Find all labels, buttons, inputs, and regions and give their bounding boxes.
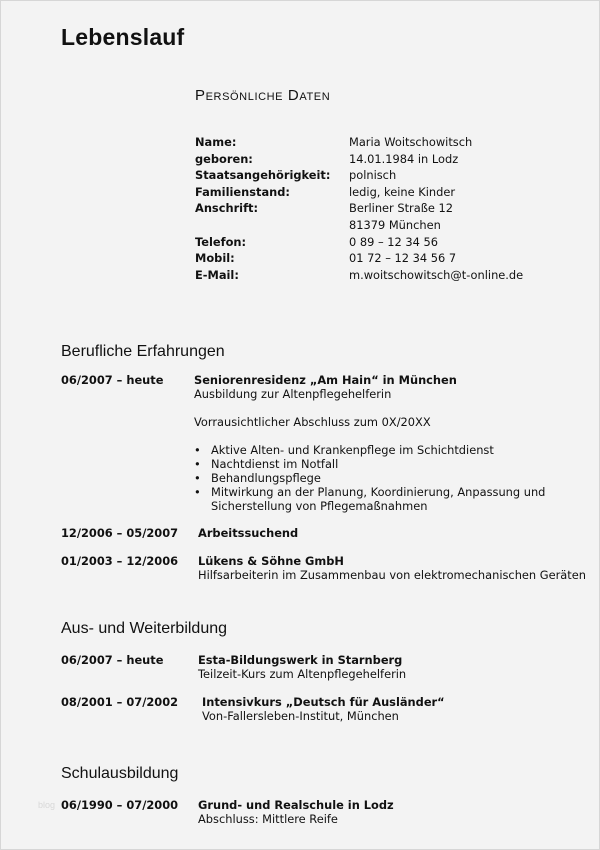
pd-label — [195, 217, 349, 234]
bullet-icon: • — [194, 471, 201, 485]
list-item — [194, 443, 584, 457]
list-item — [194, 485, 584, 513]
entry-date: 06/2007 – heute — [61, 373, 164, 387]
entry-date: 08/2001 – 07/2002 — [61, 695, 179, 709]
entry-date: 01/2003 – 12/2006 — [61, 554, 179, 568]
pd-label: Familienstand: — [195, 184, 290, 199]
entry-date: 06/2007 – heute — [61, 653, 164, 667]
entry-title: Lükens & Söhne GmbH — [198, 554, 344, 568]
entry-body — [194, 373, 584, 513]
pd-label: Telefon: — [195, 234, 247, 249]
list-item — [194, 471, 584, 485]
education-heading: Aus- und Weiterbildung — [61, 620, 228, 637]
pd-value: ledig, keine Kinder — [349, 184, 456, 199]
pd-value: Maria Woitschowitsch — [349, 135, 473, 149]
pd-value: Berliner Straße 12 — [349, 201, 454, 216]
entry-description: Ausbildung zur Altenpflegehelferin — [194, 387, 392, 401]
pd-label: E-Mail: — [195, 267, 239, 282]
pd-value: 0 89 – 12 34 56 — [349, 234, 439, 249]
pd-label: Mobil: — [195, 251, 235, 266]
entry-description: Vorrausichtlicher Abschluss zum 0X/20XX — [194, 415, 431, 429]
entry-title: Grund- und Realschule in Lodz — [198, 798, 394, 812]
pd-row — [195, 151, 523, 168]
entry-description: Abschluss: Mittlere Reife — [198, 812, 338, 826]
pd-row — [195, 234, 523, 251]
personal-data-heading: Persönliche Daten — [195, 87, 331, 104]
pd-row — [195, 167, 523, 184]
pd-label: geboren: — [195, 151, 253, 166]
pd-value: polnisch — [349, 168, 397, 183]
pd-value: 14.01.1984 in Lodz — [349, 151, 459, 166]
pd-label: Name: — [195, 135, 237, 149]
entry-description: Hilfsarbeiterin im Zusammenbau von elektromechanischen Geräten — [198, 568, 586, 582]
entry-title: Seniorenresidenz „Am Hain“ in München — [194, 373, 457, 387]
list-item-text: Behandlungspflege — [211, 471, 321, 485]
list-item-text: Aktive Alten- und Krankenpflege im Schichtdienst — [211, 443, 494, 457]
entry-body — [198, 798, 588, 826]
entry-body — [202, 695, 592, 723]
bullet-icon: • — [194, 457, 201, 471]
pd-value: 81379 München — [349, 217, 441, 232]
watermark: blog — [38, 800, 56, 810]
pd-value: 01 72 – 12 34 56 7 — [349, 251, 457, 266]
bullet-list — [194, 443, 584, 513]
entry-body — [198, 554, 588, 582]
work-heading: Berufliche Erfahrungen — [61, 343, 225, 360]
school-heading: Schulausbildung — [61, 765, 179, 782]
pd-row — [195, 200, 523, 217]
pd-row — [195, 134, 523, 151]
personal-data-table — [195, 134, 523, 283]
entry-description: Von-Fallersleben-Institut, München — [202, 709, 399, 723]
entry-body — [198, 526, 588, 540]
bullet-icon: • — [194, 485, 201, 499]
entry-title: Intensivkurs „Deutsch für Ausländer“ — [202, 695, 445, 709]
entry-body — [198, 653, 588, 681]
entry-description: Teilzeit-Kurs zum Altenpflegehelferin — [198, 667, 407, 681]
list-item-text: Nachtdienst im Notfall — [211, 457, 339, 471]
pd-label: Anschrift: — [195, 201, 259, 216]
entry-title: Esta-Bildungswerk in Starnberg — [198, 653, 403, 667]
pd-value: m.woitschowitsch@t-online.de — [349, 267, 524, 282]
entry-date: 12/2006 – 05/2007 — [61, 526, 179, 540]
entry-title: Arbeitssuchend — [198, 526, 299, 540]
bullet-icon: • — [194, 443, 201, 457]
page-title: Lebenslauf — [61, 24, 185, 50]
entry-date: 06/1990 – 07/2000 — [61, 798, 179, 812]
list-item — [194, 457, 584, 471]
list-item-text: Mitwirkung an der Planung, Koordinierung, Anpassung und Sicherstellung von Pflegemaßnahmen — [211, 485, 546, 513]
pd-row — [195, 184, 523, 201]
pd-row — [195, 267, 523, 284]
pd-row — [195, 217, 523, 234]
pd-label: Staatsangehörigkeit: — [195, 168, 331, 183]
pd-row — [195, 250, 523, 267]
